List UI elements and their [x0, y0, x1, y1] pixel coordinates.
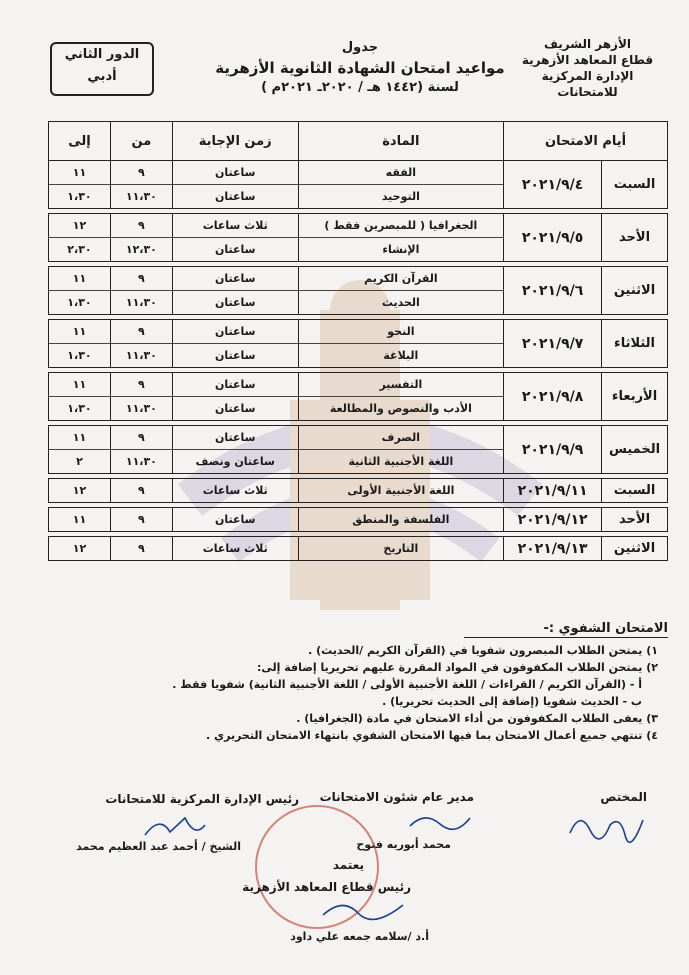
from-cell: [110, 373, 172, 421]
subject-cell: [298, 479, 504, 503]
from-text: ٩: [138, 542, 145, 555]
oral-item: ١) يمتحن الطلاب المبصرون شفويا في (القرآن الكريم /الحديث) .: [308, 644, 658, 657]
day-cell: السبت: [602, 479, 668, 503]
subject-cell: [298, 320, 504, 368]
from-text: ١١،٣٠: [111, 343, 172, 367]
subject-text: الإنشاء: [299, 237, 504, 261]
subject-text: الحديث: [299, 290, 504, 314]
from-text: ٩: [138, 166, 145, 179]
title-line-1: جدول: [341, 40, 379, 55]
from-cell: [110, 214, 172, 262]
document-title: [210, 38, 510, 98]
from-text: ٩: [138, 325, 145, 338]
duration-cell: [172, 161, 298, 209]
duration-cell: [172, 320, 298, 368]
subject-cell: [298, 537, 504, 561]
to-cell: [49, 508, 111, 532]
to-text: ١،٣٠: [49, 184, 110, 208]
table-row: [49, 161, 668, 209]
header-to: إلى: [49, 122, 111, 161]
from-cell: [110, 537, 172, 561]
duration-cell: [172, 426, 298, 474]
from-cell: [110, 161, 172, 209]
table-row: [49, 373, 668, 421]
from-text: ٩: [138, 219, 145, 232]
from-text: ٩: [138, 272, 145, 285]
to-text: ١،٣٠: [49, 396, 110, 420]
date-cell: ٢٠٢١/٩/٤: [504, 161, 602, 209]
subject-text: النحو: [387, 325, 415, 338]
from-text: ١١،٣٠: [111, 184, 172, 208]
director-title: مدير عام شئون الامتحانات: [319, 790, 474, 804]
table-row: [49, 426, 668, 474]
to-cell: [49, 320, 111, 368]
from-text: ١١،٣٠: [111, 396, 172, 420]
date-cell: ٢٠٢١/٩/١٣: [504, 537, 602, 561]
subject-text: القرآن الكريم: [364, 272, 438, 285]
approval-label: يعتمد: [332, 858, 364, 872]
exam-schedule-table: [48, 121, 668, 561]
duration-text: ساعتان: [214, 325, 256, 338]
to-cell: [49, 373, 111, 421]
to-text: ١١: [72, 272, 87, 285]
subject-cell: [298, 426, 504, 474]
duration-text: ساعتان ونصف: [173, 449, 298, 473]
duration-text: ثلاث ساعات: [202, 484, 268, 497]
table-row: [49, 537, 668, 561]
subject-text: اللغة الأجنبية الثانية: [299, 449, 504, 473]
duration-text: ساعتان: [173, 396, 298, 420]
header-days: أيام الامتحان: [504, 122, 668, 161]
header-subject: المادة: [298, 122, 504, 161]
from-cell: [110, 426, 172, 474]
duration-text: ساعتان: [214, 378, 256, 391]
date-cell: ٢٠٢١/٩/٩: [504, 426, 602, 474]
subject-text: الفقه: [385, 166, 417, 179]
subject-text: البلاغة: [299, 343, 504, 367]
to-cell: [49, 479, 111, 503]
table-header-row: [49, 122, 668, 161]
date-cell: ٢٠٢١/٩/٧: [504, 320, 602, 368]
to-text: ١١: [72, 166, 87, 179]
duration-text: ثلاث ساعات: [202, 542, 268, 555]
director-name: محمد أبوريه فتوح: [356, 838, 451, 851]
document-header: [40, 28, 670, 118]
oral-item: ٤) تنتهي جميع أعمال الامتحان بما فيها الامتحان الشفوي بانتهاء الامتحان التحريري .: [206, 729, 658, 742]
subject-cell: [298, 508, 504, 532]
day-cell: الأحد: [602, 508, 668, 532]
from-text: ١١،٣٠: [111, 449, 172, 473]
to-cell: [49, 537, 111, 561]
day-cell: الاثنين: [602, 267, 668, 315]
from-text: ٩: [138, 513, 145, 526]
duration-cell: [172, 479, 298, 503]
to-text: ٢،٣٠: [49, 237, 110, 261]
day-cell: الخميس: [602, 426, 668, 474]
duration-cell: [172, 537, 298, 561]
to-text: ١١: [72, 513, 87, 526]
duration-text: ساعتان: [173, 237, 298, 261]
duration-text: ساعتان: [214, 513, 256, 526]
table-row: [49, 267, 668, 315]
date-cell: ٢٠٢١/٩/٨: [504, 373, 602, 421]
to-text: ١٢: [72, 219, 87, 232]
subject-cell: [298, 267, 504, 315]
to-cell: [49, 426, 111, 474]
duration-cell: [172, 214, 298, 262]
logo-line-2: قطاع المعاهد الأزهرية: [521, 53, 654, 67]
day-cell: الاثنين: [602, 537, 668, 561]
subject-text: التوحيد: [299, 184, 504, 208]
specialist-title: المختص: [600, 790, 647, 804]
to-text: ١٢: [72, 484, 87, 497]
table-row: [49, 320, 668, 368]
from-cell: [110, 508, 172, 532]
specialist-signature: [565, 805, 645, 845]
oral-item: ب - الحديث شفويا (إضافة إلى الحديث تحريريا) .: [382, 695, 642, 708]
subject-text: الصرف: [381, 431, 421, 444]
central-head-title: رئيس الإدارة المركزية للامتحانات: [105, 792, 299, 806]
from-cell: [110, 479, 172, 503]
from-text: ٩: [138, 484, 145, 497]
to-text: ٢: [49, 449, 110, 473]
subject-text: التاريخ: [383, 542, 419, 555]
day-cell: السبت: [602, 161, 668, 209]
oral-item: أ - (القرآن الكريم / القراءات / اللغة الأجنبية الأولى / اللغة الأجنبية الثانية) شفويا فقط .: [172, 678, 642, 691]
day-cell: الأحد: [602, 214, 668, 262]
table-row: [49, 508, 668, 532]
from-cell: [110, 267, 172, 315]
sector-head-name: أ.د /سلامه جمعه علي داود: [290, 930, 429, 943]
from-text: ٩: [138, 431, 145, 444]
logo-line-3: الإدارة المركزية للامتحانات: [541, 69, 634, 99]
to-text: ١،٣٠: [49, 290, 110, 314]
date-cell: ٢٠٢١/٩/٦: [504, 267, 602, 315]
table-row: [49, 479, 668, 503]
oral-title: الامتحان الشفوي :-: [464, 620, 668, 638]
duration-text: ساعتان: [214, 166, 256, 179]
to-text: ١١: [72, 325, 87, 338]
to-cell: [49, 161, 111, 209]
from-text: ١١،٣٠: [111, 290, 172, 314]
sector-head-signature: [318, 895, 408, 925]
director-signature: [405, 806, 475, 836]
subject-text: الفلسفة والمنطق: [352, 513, 450, 526]
to-text: ١١: [72, 431, 87, 444]
subject-text: الأدب والنصوص والمطالعة: [299, 396, 504, 420]
duration-cell: [172, 267, 298, 315]
from-text: ٩: [138, 378, 145, 391]
round-label: الدور الثاني: [64, 47, 140, 62]
institution-logo: [515, 36, 660, 100]
duration-cell: [172, 508, 298, 532]
subject-text: اللغة الأجنبية الأولى: [347, 484, 455, 497]
header-from: من: [110, 122, 172, 161]
from-cell: [110, 320, 172, 368]
subject-cell: [298, 373, 504, 421]
day-cell: الأربعاء: [602, 373, 668, 421]
subject-cell: [298, 214, 504, 262]
oral-item: ٢) يمتحن الطلاب المكفوفون في المواد المقررة عليهم تحريريا إضافة إلى:: [257, 661, 658, 674]
date-cell: ٢٠٢١/٩/١٢: [504, 508, 602, 532]
track-label: أدبي: [87, 69, 117, 84]
day-cell: الثلاثاء: [602, 320, 668, 368]
oral-exam-section: [48, 620, 668, 744]
duration-text: ساعتان: [173, 343, 298, 367]
date-cell: ٢٠٢١/٩/١١: [504, 479, 602, 503]
title-line-3: لسنة (١٤٤٢ هـ / ٢٠٢٠ـ ٢٠٢١م ): [261, 80, 459, 95]
header-duration: زمن الإجابة: [172, 122, 298, 161]
to-text: ١١: [72, 378, 87, 391]
subject-cell: [298, 161, 504, 209]
to-cell: [49, 214, 111, 262]
duration-text: ساعتان: [214, 272, 256, 285]
duration-text: ساعتان: [173, 290, 298, 314]
duration-text: ساعتان: [173, 184, 298, 208]
duration-text: ثلاث ساعات: [202, 219, 268, 232]
duration-cell: [172, 373, 298, 421]
central-head-name: الشيخ / أحمد عبد العظيم محمد: [76, 840, 241, 853]
date-cell: ٢٠٢١/٩/٥: [504, 214, 602, 262]
from-text: ١٢،٣٠: [111, 237, 172, 261]
logo-line-1: الأزهر الشريف: [543, 37, 631, 51]
title-line-2: مواعيد امتحان الشهادة الثانوية الأزهرية: [215, 59, 505, 77]
to-text: ١،٣٠: [49, 343, 110, 367]
to-text: ١٢: [72, 542, 87, 555]
sector-head-title: رئيس قطاع المعاهد الأزهرية: [242, 880, 411, 894]
to-cell: [49, 267, 111, 315]
subject-text: الجغرافيا ( للمبصرين فقط ): [324, 219, 478, 232]
round-badge: [50, 42, 154, 96]
duration-text: ساعتان: [214, 431, 256, 444]
subject-text: التفسير: [379, 378, 423, 391]
oral-item: ٣) يعفى الطلاب المكفوفون من أداء الامتحان في مادة (الجغرافيا) .: [296, 712, 658, 725]
table-row: [49, 214, 668, 262]
